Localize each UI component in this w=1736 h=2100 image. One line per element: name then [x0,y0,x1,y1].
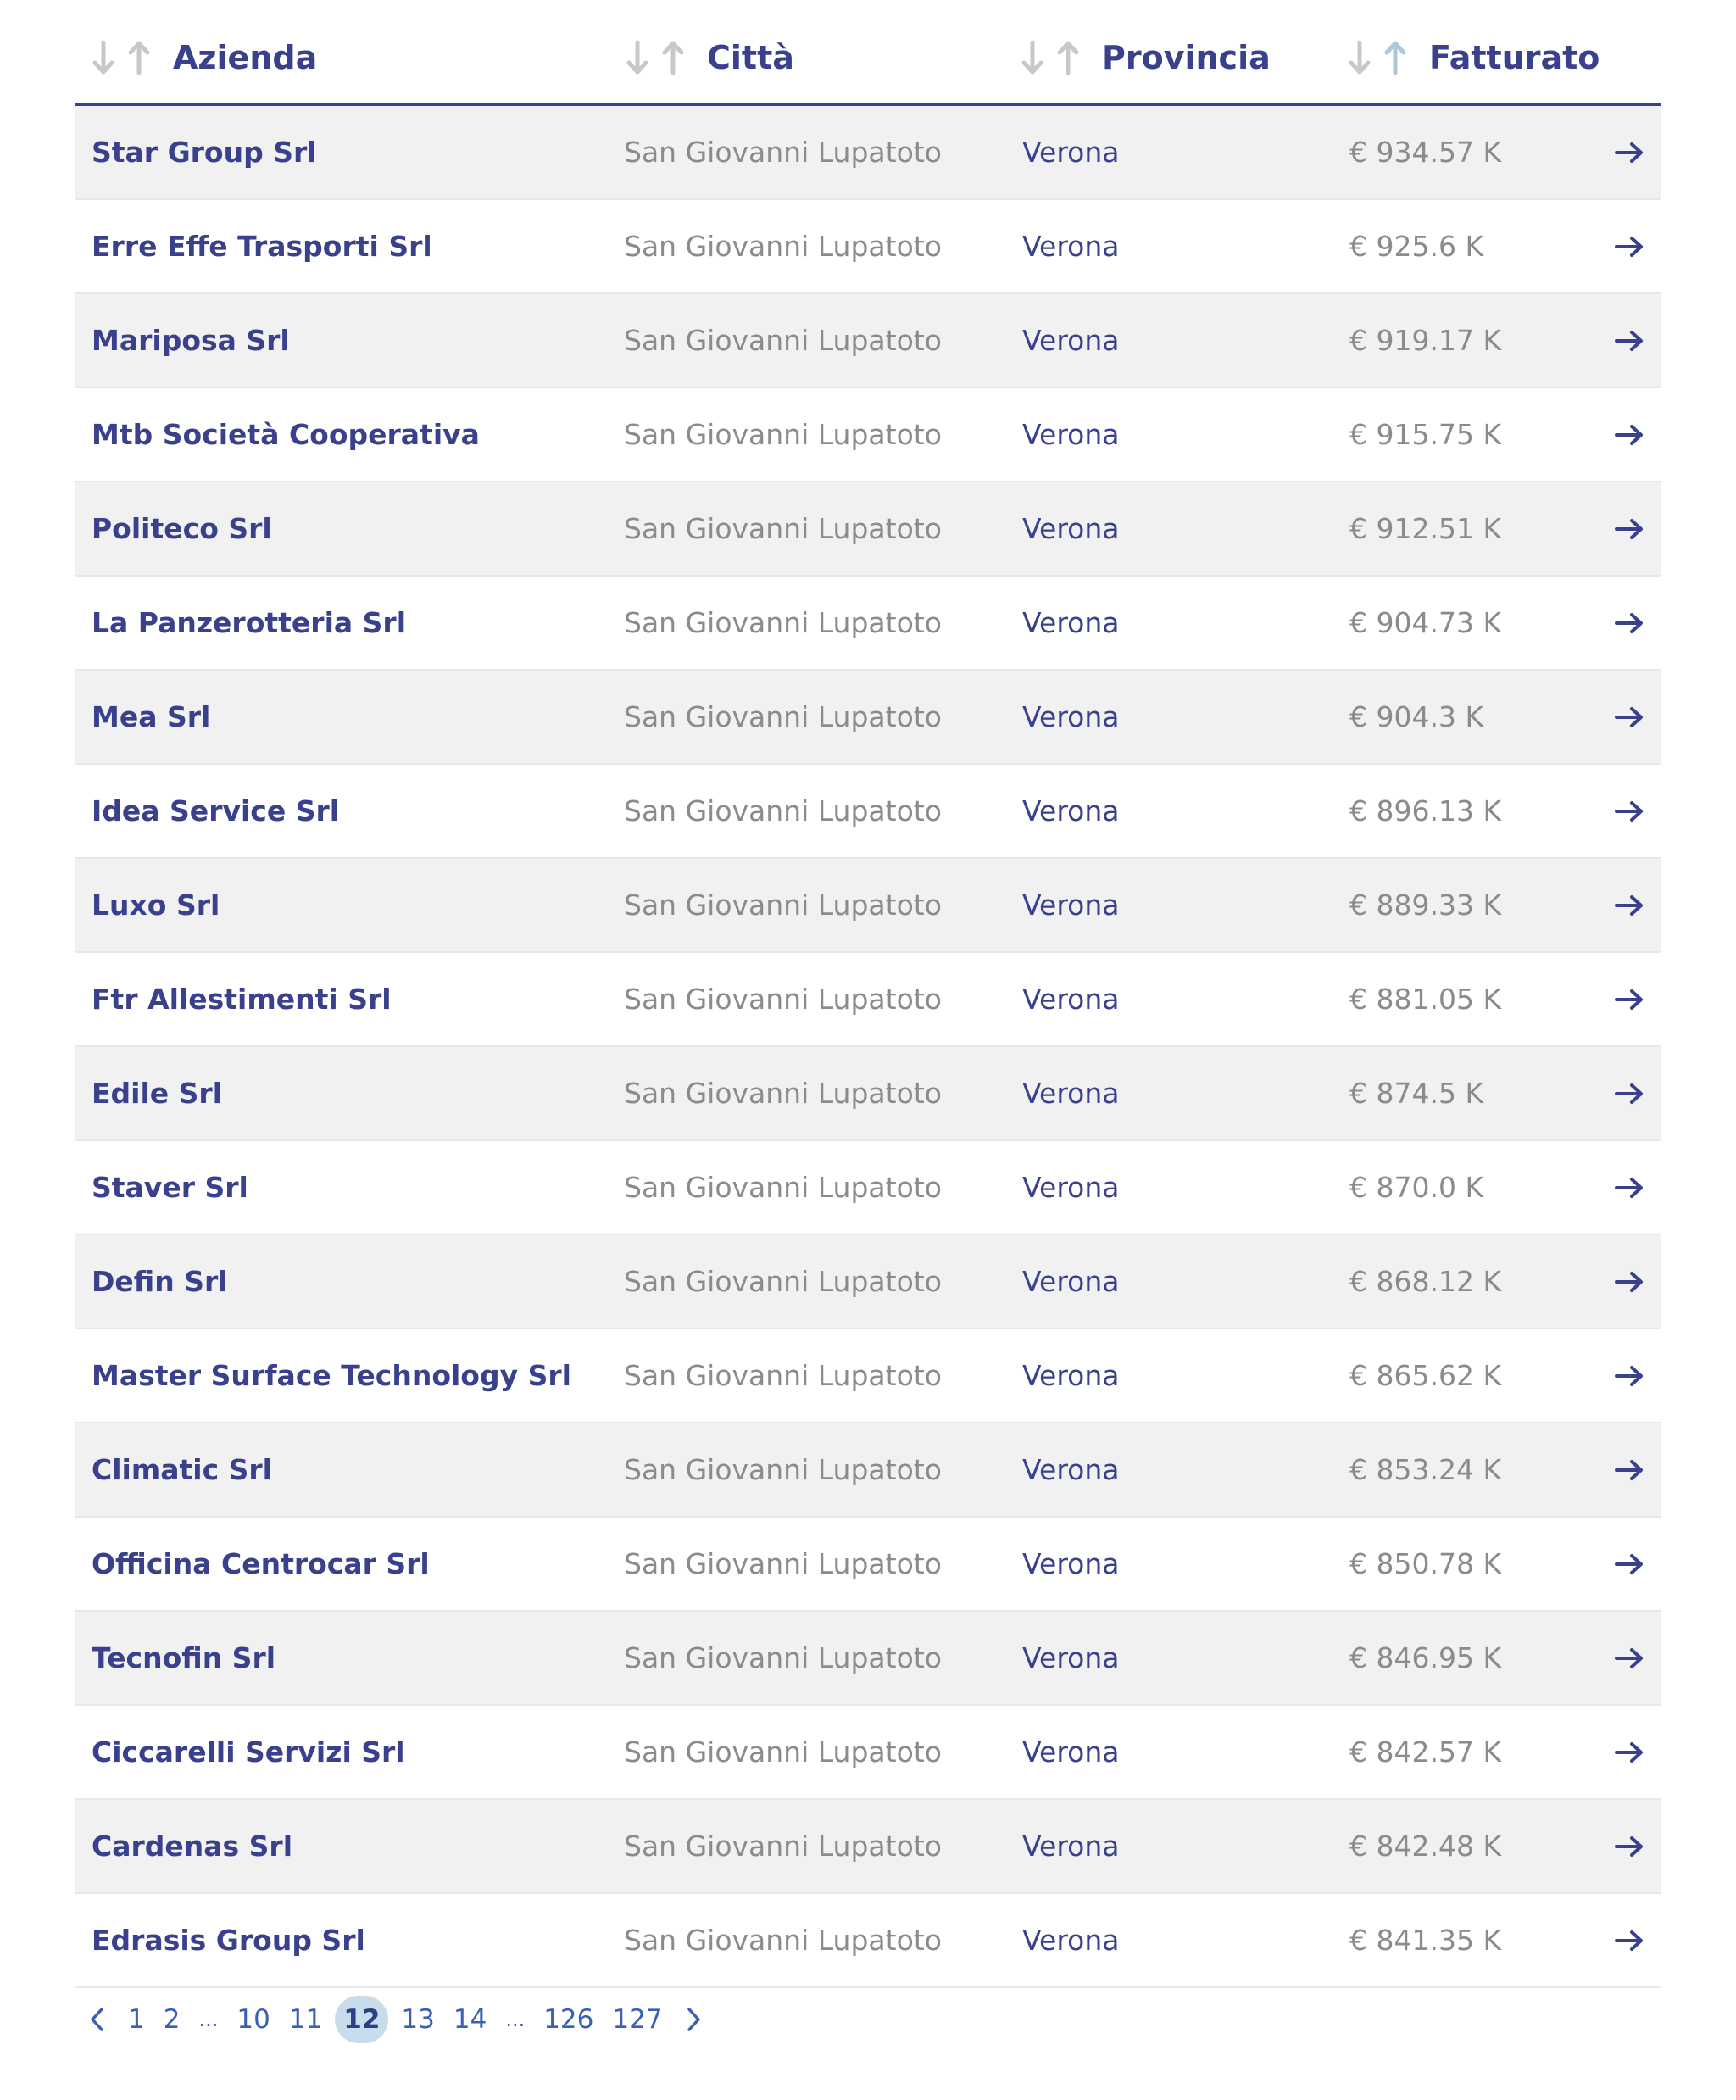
page-list [119,1996,672,2043]
province-cell: Verona [1022,1077,1120,1110]
revenue-cell: € 850.78 K [1349,1547,1502,1580]
revenue-cell: € 846.95 K [1349,1641,1502,1674]
column-label: Provincia [1102,39,1271,76]
city-cell: San Giovanni Lupatoto [624,1077,942,1110]
table-row[interactable] [75,953,1661,1047]
city-cell: San Giovanni Lupatoto [624,606,942,639]
revenue-cell: € 912.51 K [1349,512,1502,545]
column-label: Azienda [173,39,318,76]
sort-arrows-icon [1019,37,1083,78]
province-cell: Verona [1022,324,1120,357]
arrow-right-icon [1614,1929,1644,1952]
arrow-right-icon [1614,329,1644,353]
row-open-button[interactable] [1614,671,1644,763]
column-header-fatturato[interactable] [1346,34,1600,81]
revenue-cell: € 874.5 K [1349,1077,1484,1110]
table-row[interactable] [75,1329,1661,1423]
table-row[interactable] [75,106,1661,200]
company-name-link[interactable]: Officina Centrocar Srl [92,1547,430,1580]
sort-toggle[interactable] [624,37,688,78]
column-header-citta[interactable] [624,34,794,81]
row-open-button[interactable] [1614,1894,1644,1986]
city-cell: San Giovanni Lupatoto [624,1453,942,1486]
province-cell: Verona [1022,512,1120,545]
table-row[interactable] [75,859,1661,953]
company-name-link[interactable]: Luxo Srl [92,888,220,922]
row-open-button[interactable] [1614,1423,1644,1516]
revenue-cell: € 841.35 K [1349,1924,1502,1957]
table-row[interactable] [75,482,1661,577]
table-row[interactable] [75,294,1661,388]
arrow-right-icon [1614,799,1644,823]
row-open-button[interactable] [1614,1047,1644,1139]
arrow-right-icon [1614,235,1644,259]
page-link[interactable]: 11 [288,2004,323,2035]
province-cell: Verona [1022,700,1120,733]
table-row[interactable] [75,1141,1661,1235]
arrow-right-icon [1614,1364,1644,1388]
city-cell: San Giovanni Lupatoto [624,136,942,169]
sort-arrows-icon [1346,37,1410,78]
company-name-link[interactable]: Ftr Allestimenti Srl [92,983,392,1016]
row-open-button[interactable] [1614,859,1644,951]
revenue-cell: € 904.3 K [1349,700,1484,733]
page-link[interactable]: 13 [401,2004,435,2035]
page-link[interactable]: 12 [335,1996,388,2043]
arrow-right-icon [1614,141,1644,164]
arrow-right-icon [1614,1082,1644,1106]
page-link[interactable]: 14 [453,2004,487,2035]
page-link[interactable]: 2 [163,2004,181,2035]
row-open-button[interactable] [1614,765,1644,857]
city-cell: San Giovanni Lupatoto [624,1171,942,1204]
table-row[interactable] [75,577,1661,671]
revenue-cell: € 896.13 K [1349,794,1502,827]
row-open-button[interactable] [1614,1706,1644,1798]
row-open-button[interactable] [1614,482,1644,575]
prev-page-button[interactable] [86,2004,107,2035]
row-open-button[interactable] [1614,388,1644,481]
arrow-right-icon [1614,1552,1644,1576]
sort-toggle[interactable] [90,37,154,78]
province-cell: Verona [1022,1265,1120,1298]
column-label: Città [707,39,794,76]
companies-table [75,0,1661,1988]
province-cell: Verona [1022,230,1120,263]
table-row[interactable] [75,1047,1661,1141]
city-cell: San Giovanni Lupatoto [624,1547,942,1580]
province-cell: Verona [1022,983,1120,1016]
company-name-link[interactable]: Idea Service Srl [92,794,340,827]
row-open-button[interactable] [1614,1235,1644,1328]
company-name-link[interactable]: Cardenas Srl [92,1830,293,1863]
arrow-right-icon [1614,611,1644,635]
chevron-right-icon [684,2004,704,2035]
company-name-link[interactable]: Mtb Società Cooperativa [92,418,480,451]
page-ellipsis: ... [198,2008,219,2031]
city-cell: San Giovanni Lupatoto [624,512,942,545]
page-link[interactable]: 1 [128,2004,145,2035]
province-cell: Verona [1022,888,1120,922]
table-row[interactable] [75,1235,1661,1329]
sort-arrows-icon [624,37,688,78]
city-cell: San Giovanni Lupatoto [624,1830,942,1863]
revenue-cell: € 915.75 K [1349,418,1502,451]
arrow-right-icon [1614,988,1644,1011]
row-open-button[interactable] [1614,106,1644,198]
company-name-link[interactable]: Master Surface Technology Srl [92,1359,571,1392]
city-cell: San Giovanni Lupatoto [624,1359,942,1392]
province-cell: Verona [1022,1924,1120,1957]
table-row[interactable] [75,1706,1661,1800]
row-open-button[interactable] [1614,577,1644,669]
province-cell: Verona [1022,1735,1120,1769]
arrow-right-icon [1614,1646,1644,1670]
revenue-cell: € 934.57 K [1349,136,1502,169]
arrow-right-icon [1614,1741,1644,1764]
revenue-cell: € 853.24 K [1349,1453,1502,1486]
row-open-button[interactable] [1614,200,1644,292]
revenue-cell: € 842.57 K [1349,1735,1502,1769]
city-cell: San Giovanni Lupatoto [624,888,942,922]
page-link[interactable]: 127 [612,2004,663,2035]
city-cell: San Giovanni Lupatoto [624,983,942,1016]
arrow-right-icon [1614,423,1644,447]
company-name-link[interactable]: Erre Effe Trasporti Srl [92,230,432,263]
column-label: Fatturato [1429,39,1600,76]
table-row[interactable] [75,765,1661,859]
province-cell: Verona [1022,1453,1120,1486]
city-cell: San Giovanni Lupatoto [624,324,942,357]
row-open-button[interactable] [1614,1800,1644,1892]
row-open-button[interactable] [1614,1141,1644,1234]
chevron-left-icon [86,2004,107,2035]
company-name-link[interactable]: Mariposa Srl [92,324,290,357]
table-row[interactable] [75,671,1661,765]
revenue-cell: € 842.48 K [1349,1830,1502,1863]
company-name-link[interactable]: Edrasis Group Srl [92,1924,365,1957]
province-cell: Verona [1022,1641,1120,1674]
company-name-link[interactable]: Politeco Srl [92,512,272,545]
city-cell: San Giovanni Lupatoto [624,1735,942,1769]
revenue-cell: € 870.0 K [1349,1171,1484,1204]
row-open-button[interactable] [1614,1329,1644,1422]
arrow-right-icon [1614,1835,1644,1858]
company-name-link[interactable]: La Panzerotteria Srl [92,606,407,639]
province-cell: Verona [1022,1547,1120,1580]
arrow-right-icon [1614,517,1644,541]
company-name-link[interactable]: Star Group Srl [92,136,317,169]
city-cell: San Giovanni Lupatoto [624,1924,942,1957]
table-row[interactable] [75,1612,1661,1706]
company-name-link[interactable]: Defin Srl [92,1265,228,1298]
revenue-cell: € 904.73 K [1349,606,1502,639]
province-cell: Verona [1022,794,1120,827]
page-link[interactable]: 126 [543,2004,594,2035]
table-row[interactable] [75,1518,1661,1612]
revenue-cell: € 925.6 K [1349,230,1484,263]
revenue-cell: € 868.12 K [1349,1265,1502,1298]
province-cell: Verona [1022,418,1120,451]
row-open-button[interactable] [1614,1518,1644,1610]
pagination [75,1996,716,2043]
table-header [75,0,1661,106]
table-body [75,106,1661,1988]
revenue-cell: € 865.62 K [1349,1359,1502,1392]
company-name-link[interactable]: Climatic Srl [92,1453,272,1486]
page-ellipsis: ... [505,2008,526,2031]
city-cell: San Giovanni Lupatoto [624,700,942,733]
arrow-right-icon [1614,1458,1644,1482]
next-page-button[interactable] [684,2004,704,2035]
column-header-provincia[interactable] [1019,34,1271,81]
sort-arrows-icon [90,37,154,78]
arrow-right-icon [1614,705,1644,729]
arrow-right-icon [1614,894,1644,917]
company-name-link[interactable]: Staver Srl [92,1171,248,1204]
table-row[interactable] [75,1800,1661,1894]
province-cell: Verona [1022,606,1120,639]
sort-toggle[interactable] [1019,37,1083,78]
table-row[interactable] [75,388,1661,482]
city-cell: San Giovanni Lupatoto [624,1641,942,1674]
arrow-right-icon [1614,1270,1644,1294]
province-cell: Verona [1022,136,1120,169]
city-cell: San Giovanni Lupatoto [624,1265,942,1298]
company-name-link[interactable]: Tecnofin Srl [92,1641,276,1674]
table-row[interactable] [75,200,1661,294]
province-cell: Verona [1022,1359,1120,1392]
row-open-button[interactable] [1614,953,1644,1045]
city-cell: San Giovanni Lupatoto [624,418,942,451]
company-name-link[interactable]: Ciccarelli Servizi Srl [92,1735,405,1769]
table-row[interactable] [75,1423,1661,1518]
city-cell: San Giovanni Lupatoto [624,230,942,263]
row-open-button[interactable] [1614,294,1644,387]
revenue-cell: € 881.05 K [1349,983,1502,1016]
province-cell: Verona [1022,1171,1120,1204]
column-header-azienda[interactable] [90,34,317,81]
company-name-link[interactable]: Mea Srl [92,700,211,733]
revenue-cell: € 889.33 K [1349,888,1502,922]
row-open-button[interactable] [1614,1612,1644,1704]
page-link[interactable]: 10 [236,2004,270,2035]
arrow-right-icon [1614,1176,1644,1200]
sort-toggle[interactable] [1346,37,1410,78]
city-cell: San Giovanni Lupatoto [624,794,942,827]
province-cell: Verona [1022,1830,1120,1863]
company-name-link[interactable]: Edile Srl [92,1077,223,1110]
table-row[interactable] [75,1894,1661,1988]
revenue-cell: € 919.17 K [1349,324,1502,357]
